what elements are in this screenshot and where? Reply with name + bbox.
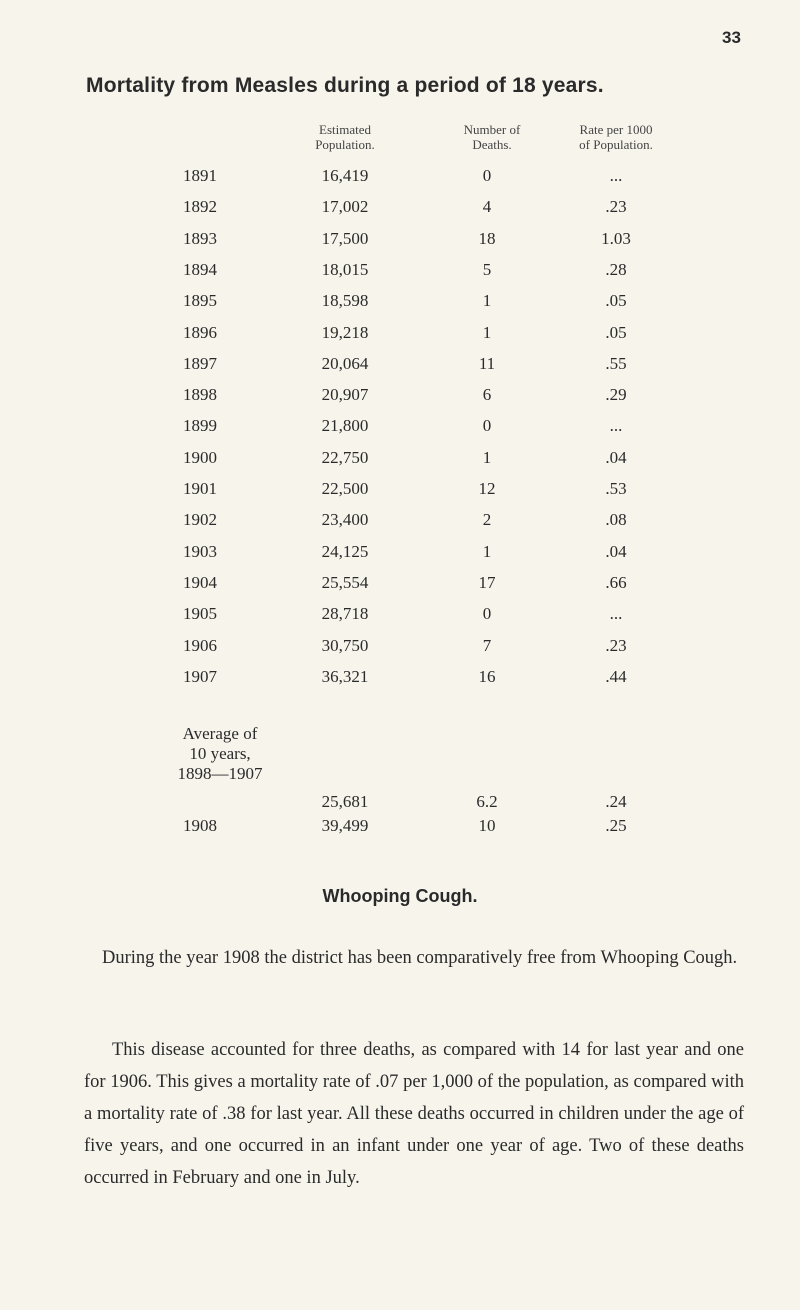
cell-rate: .05 <box>605 322 627 342</box>
table-row <box>0 291 800 319</box>
cell-rate: .23 <box>605 197 627 217</box>
table-row <box>0 667 800 695</box>
cell-population: 22,750 <box>321 447 369 467</box>
average-label <box>150 724 290 784</box>
cell-rate: 1.03 <box>601 228 631 248</box>
table-row <box>0 604 800 632</box>
cell-population: 20,064 <box>321 353 369 373</box>
cell-rate: .05 <box>605 291 627 311</box>
cell-population: 36,321 <box>321 666 369 686</box>
average-rate: .24 <box>605 792 627 811</box>
cell-population: 22,500 <box>321 479 369 498</box>
cell-year: 1898 <box>183 385 217 405</box>
cell-year: 1897 <box>183 353 217 373</box>
column-header-rate <box>554 122 678 152</box>
cell-year: 1905 <box>183 604 217 624</box>
final-year: 1908 <box>183 816 217 835</box>
table-row <box>0 197 800 225</box>
cell-deaths: 18 <box>478 228 496 248</box>
table-row <box>0 166 800 194</box>
cell-year: 1902 <box>183 510 217 530</box>
table-row <box>0 323 800 351</box>
cell-deaths: 5 <box>482 259 492 279</box>
cell-deaths: 7 <box>482 635 492 655</box>
cell-year: 1901 <box>183 479 217 498</box>
cell-rate: ... <box>609 604 623 624</box>
cell-population: 28,718 <box>321 604 369 624</box>
cell-deaths: 4 <box>482 197 492 217</box>
cell-population: 19,218 <box>321 322 369 342</box>
final-deaths: 10 <box>478 816 496 835</box>
table-row <box>0 448 800 476</box>
cell-year: 1906 <box>183 635 217 655</box>
table-row <box>0 416 800 444</box>
cell-deaths: 1 <box>482 291 492 311</box>
cell-deaths: 17 <box>478 572 496 592</box>
cell-rate: ... <box>609 166 623 185</box>
table-row <box>0 385 800 413</box>
cell-rate: .44 <box>605 666 627 686</box>
cell-deaths: 6 <box>482 385 492 405</box>
cell-rate: .53 <box>605 479 627 498</box>
table-row <box>0 542 800 570</box>
cell-deaths: 1 <box>482 541 492 561</box>
cell-rate: .04 <box>605 541 627 561</box>
cell-population: 24,125 <box>321 541 369 561</box>
cell-population: 30,750 <box>321 635 369 655</box>
cell-deaths: 1 <box>482 447 492 467</box>
column-header-deaths <box>432 122 552 152</box>
cell-rate: ... <box>609 416 623 436</box>
cell-year: 1892 <box>183 197 217 217</box>
cell-rate: .08 <box>605 510 627 530</box>
final-population: 39,499 <box>321 816 369 835</box>
cell-year: 1894 <box>183 259 217 279</box>
cell-deaths: 2 <box>482 510 492 530</box>
page-number: 33 <box>722 28 741 47</box>
cell-population: 17,500 <box>321 228 369 248</box>
column-header-deaths-line2: Deaths. <box>472 137 512 152</box>
average-label-line2: 10 years, <box>189 744 251 763</box>
table-row <box>0 260 800 288</box>
final-row <box>0 816 800 844</box>
column-header-rate-line2: of Population. <box>579 137 653 152</box>
cell-population: 25,554 <box>321 572 369 592</box>
cell-population: 23,400 <box>321 510 369 530</box>
average-label-line1: Average of <box>182 724 258 743</box>
column-header-population-line2: Population. <box>315 137 375 152</box>
cell-year: 1896 <box>183 322 217 342</box>
cell-rate: .29 <box>605 385 627 405</box>
cell-deaths: 0 <box>482 166 492 185</box>
paragraph-1: During the year 1908 the district has been comparatively free from Whooping Cough. <box>102 948 738 968</box>
final-rate: .25 <box>605 816 627 835</box>
average-label-line3: 1898—1907 <box>177 764 263 783</box>
cell-rate: .23 <box>605 635 627 655</box>
cell-population: 18,598 <box>321 291 369 311</box>
cell-deaths: 0 <box>482 604 492 624</box>
section-heading: Whooping Cough. <box>322 886 478 906</box>
column-header-rate-line1: Rate per 1000 <box>579 122 653 137</box>
cell-rate: .55 <box>605 353 627 373</box>
column-header-population <box>280 122 410 152</box>
cell-population: 20,907 <box>321 385 369 405</box>
table-row <box>0 636 800 664</box>
column-header-population-line1: Estimated <box>319 122 371 137</box>
cell-deaths: 11 <box>478 353 496 373</box>
cell-rate: .04 <box>605 447 627 467</box>
cell-year: 1895 <box>183 291 217 311</box>
cell-year: 1907 <box>183 666 217 686</box>
cell-year: 1904 <box>183 572 217 592</box>
table-row <box>0 229 800 257</box>
cell-population: 17,002 <box>321 197 369 217</box>
cell-year: 1900 <box>183 447 217 467</box>
cell-year: 1893 <box>183 228 217 248</box>
cell-population: 16,419 <box>321 166 369 185</box>
cell-deaths: 1 <box>482 322 492 342</box>
average-deaths: 6.2 <box>476 792 498 811</box>
page-title: Mortality from Measles during a period of 18 years. <box>86 74 604 97</box>
table-row <box>0 510 800 538</box>
column-header-deaths-line1: Number of <box>463 122 521 137</box>
table-row <box>0 354 800 382</box>
cell-deaths: 0 <box>482 416 492 436</box>
cell-population: 18,015 <box>321 259 369 279</box>
cell-deaths: 16 <box>478 666 496 686</box>
cell-deaths: 12 <box>478 479 496 498</box>
cell-year: 1903 <box>183 541 217 561</box>
cell-rate: .66 <box>605 572 627 592</box>
average-population: 25,681 <box>321 792 369 811</box>
table-row <box>0 573 800 601</box>
cell-year: 1891 <box>183 166 217 185</box>
cell-year: 1899 <box>183 416 217 436</box>
cell-population: 21,800 <box>321 416 369 436</box>
paragraph-2: This disease accounted for three deaths, as compared with 14 for last year and one for 1906. This gives a mortality rate of .07 per 1,000 of the population, as compared with a mortality rate of .38 for last year. All these deaths occurred in children under the age of five years, and one occurred in an infant under one year of age. Two of these deaths occurred in February and one in July. <box>84 1040 744 1188</box>
table-row <box>0 479 800 507</box>
cell-rate: .28 <box>605 259 627 279</box>
